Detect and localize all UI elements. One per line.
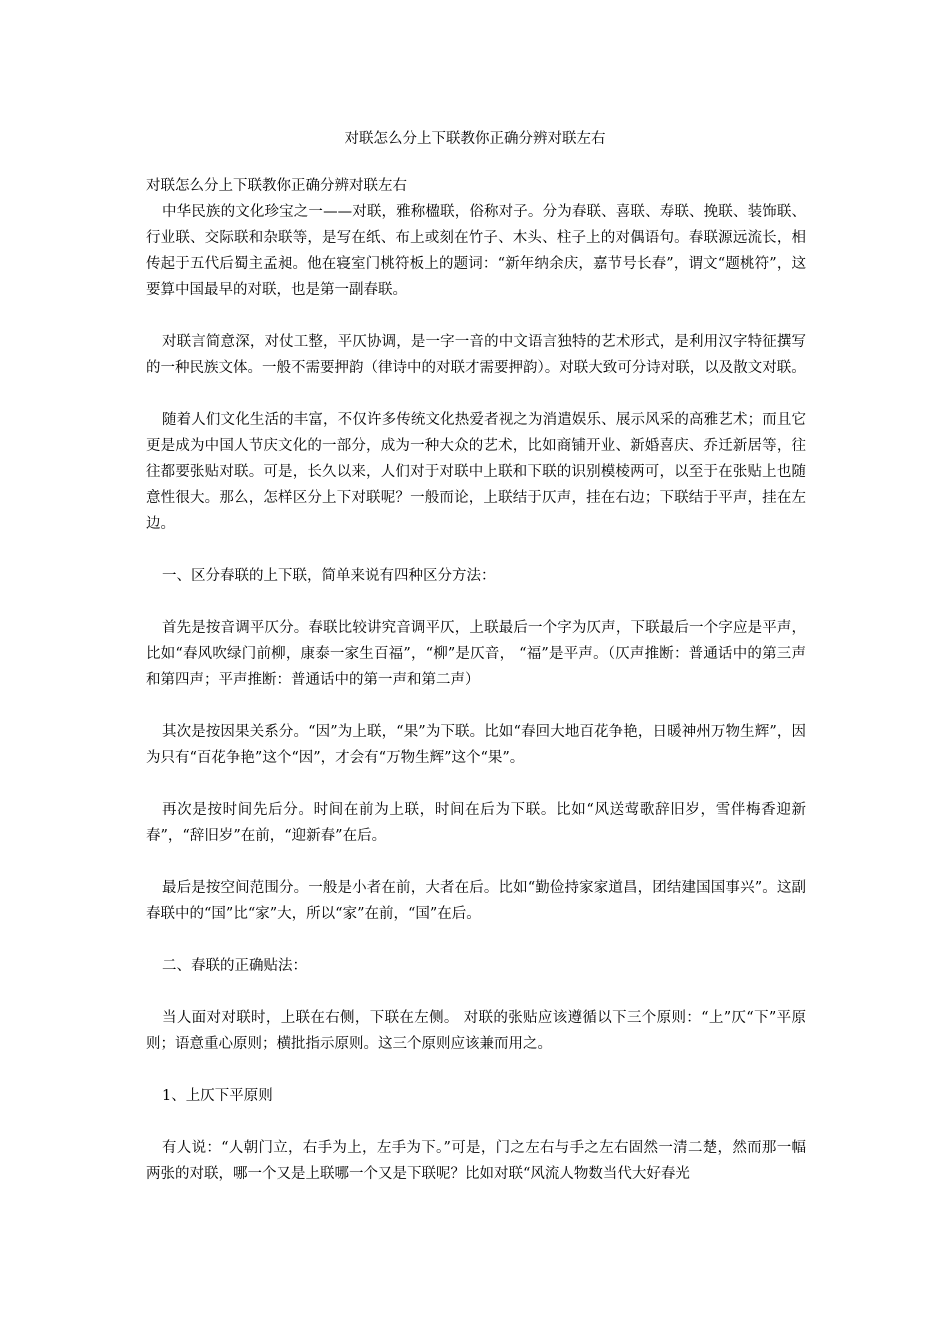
paragraph-posting-principles: 当人面对对联时，上联在右侧，下联在左侧。 对联的张贴应该遵循以下三个原则：“上”仄“下”平原则；语意重心原则；横批指示原则。这三个原则应该兼而用之。: [146, 1010, 806, 1052]
section-heading-posting: 二、春联的正确贴法：: [162, 958, 307, 974]
paragraph-left-right: 有人说：“人朝门立，右手为上，左手为下。”可是，门之左右与手之左右固然一清二楚，然而那一幅两张的对联，哪一个又是上联哪一个又是下联呢？比如对联“风流人物数当代大好春光: [146, 1140, 806, 1182]
subsection-heading-tone-principle: 1、上仄下平原则: [162, 1088, 273, 1104]
subtitle-paragraph: 对联怎么分上下联教你正确分辨对联左右: [146, 178, 407, 194]
paragraph-time-method: 再次是按时间先后分。时间在前为上联，时间在后为下联。比如“风送莺歌辞旧岁，雪伴梅香迎新春”，“辞旧岁”在前，“迎新春”在后。: [146, 802, 806, 844]
paragraph-intro: 中华民族的文化珍宝之一——对联，雅称楹联，俗称对子。分为春联、喜联、寿联、挽联、装饰联、行业联、交际联和杂联等，是写在纸、布上或刻在竹子、木头、柱子上的对偶语句。春联源远流长，相传起于五代后蜀主孟昶。他在寝室门桃符板上的题词：“新年纳余庆，嘉节号长春”，谓文“题桃符”，这要算中国最早的对联，也是第一副春联。: [146, 204, 806, 298]
paragraph-tone-method: 首先是按音调平仄分。春联比较讲究音调平仄，上联最后一个字为仄声，下联最后一个字应是平声，比如“春风吹绿门前柳，康泰一家生百福”，“柳”是仄音， “福”是平声。（仄声推断：普通话中的第三声和第四声；平声推断：普通话中的第一声和第二声）: [146, 620, 806, 688]
page-title: 对联怎么分上下联教你正确分辨对联左右: [344, 131, 606, 147]
section-heading-methods: 一、区分春联的上下联，简单来说有四种区分方法：: [162, 568, 496, 584]
paragraph-cause-effect-method: 其次是按因果关系分。“因”为上联，“果”为下联。比如“春回大地百花争艳，日暖神州万物生辉”，因为只有“百花争艳”这个“因”，才会有“万物生辉”这个“果”。: [146, 724, 806, 766]
paragraph-popularity: 随着人们文化生活的丰富，不仅许多传统文化热爱者视之为消遣娱乐、展示风采的高雅艺术；而且它更是成为中国人节庆文化的一部分，成为一种大众的艺术，比如商铺开业、新婚喜庆、乔迁新居等，往往都要张贴对联。可是，长久以来，人们对于对联中上联和下联的识别模棱两可，以至于在张贴上也随意性很大。那么，怎样区分上下对联呢？一般而论，上联结于仄声，挂在右边；下联结于平声，挂在左边。: [146, 412, 806, 532]
document-body: [146, 173, 806, 1187]
paragraph-features: 对联言简意深，对仗工整，平仄协调，是一字一音的中文语言独特的艺术形式，是利用汉字特征撰写的一种民族文体。一般不需要押韵（律诗中的对联才需要押韵）。对联大致可分诗对联，以及散文对联。: [146, 334, 806, 376]
paragraph-space-method: 最后是按空间范围分。一般是小者在前，大者在后。比如“勤俭持家家道昌，团结建国国事兴”。这副春联中的“国”比“家”大，所以“家”在前，“国”在后。: [146, 880, 806, 922]
